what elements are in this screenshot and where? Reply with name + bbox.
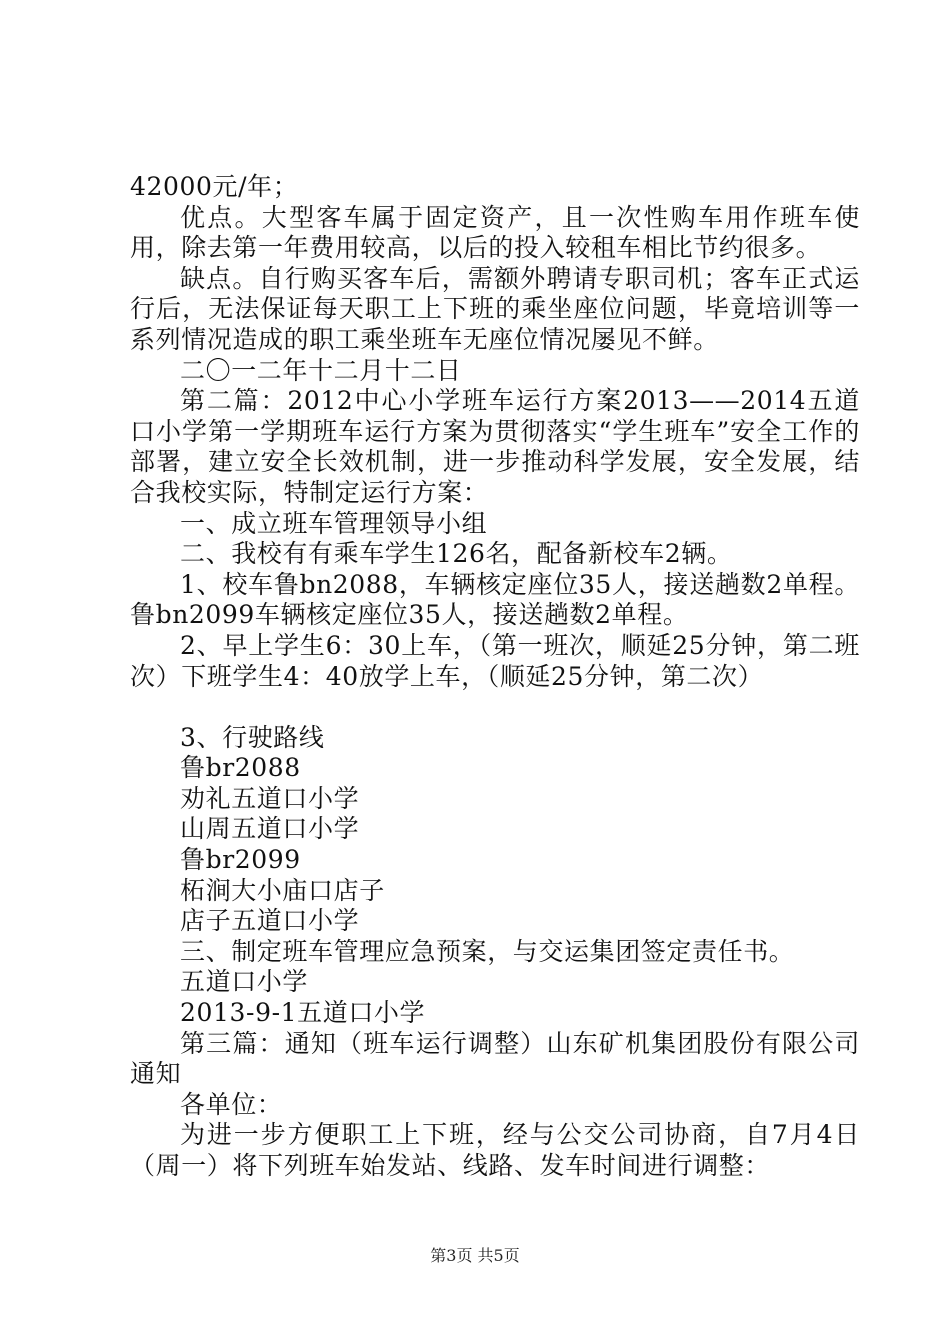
route-bus-2088: 鲁br2088 xyxy=(180,753,301,783)
route-stop: 山周五道口小学 xyxy=(180,814,360,844)
paragraph-schedule: 2、早上学生6：30上车，（第一班次，顺延25分钟，第二班次）下班学生4：40放学上车，（顺延25分钟，第二次） xyxy=(130,630,860,691)
paragraph-item-one: 一、成立班车管理领导小组 xyxy=(180,508,488,538)
paragraph-advantages: 优点。大型客车属于固定资产，且一次性购车用作班车使用，除去第一年费用较高，以后的投入较租车相比节约很多。 xyxy=(130,202,860,263)
paragraph-bus-seats: 1、校车鲁bn2088，车辆核定座位35人，接送趟数2单程。鲁bn2099车辆核定座位35人，接送趟数2单程。 xyxy=(130,569,860,630)
page-number: 第3页 共5页 xyxy=(430,1246,520,1265)
paragraph-section-three: 第三篇：通知（班车运行调整）山东矿机集团股份有限公司通知 xyxy=(130,1028,860,1089)
route-stop: 柘涧大小庙口店子 xyxy=(180,875,385,905)
route-heading: 3、行驶路线 xyxy=(180,722,325,752)
salutation: 各单位： xyxy=(180,1089,283,1119)
date-line: 二〇一二年十二月十二日 xyxy=(180,355,462,385)
route-stop: 店子五道口小学 xyxy=(180,906,360,936)
blank-line xyxy=(130,692,860,723)
paragraph-notice: 为进一步方便职工上下班，经与公交公司协商，自7月4日（周一）将下列班车始发站、线路、发车时间进行调整： xyxy=(130,1120,860,1180)
route-bus-2099: 鲁br2099 xyxy=(180,845,301,875)
text-price-line: 42000元/年； xyxy=(130,172,299,201)
paragraph-disadvantages: 缺点。自行购买客车后，需额外聘请专职司机；客车正式运行后，无法保证每天职工上下班的乘坐座位问题，毕竟培训等一系列情况造成的职工乘坐班车无座位情况屡见不鲜。 xyxy=(130,263,860,354)
paragraph-section-two: 第二篇：2012中心小学班车运行方案2013——2014五道口小学第一学期班车运行方案为贯彻落实“学生班车”安全工作的部署，建立安全长效机制，进一步推动科学发展，安全发展，结合我校实际，特制定运行方案： xyxy=(130,386,860,507)
route-stop: 劝礼五道口小学 xyxy=(180,783,360,813)
signature-school: 五道口小学 xyxy=(180,967,309,997)
paragraph-item-three: 三、制定班车管理应急预案，与交运集团签定责任书。 xyxy=(180,936,795,966)
signature-date: 2013-9-1五道口小学 xyxy=(180,998,426,1028)
document-body xyxy=(130,172,860,1182)
paragraph-item-two: 二、我校有有乘车学生126名，配备新校车2辆。 xyxy=(180,539,733,569)
